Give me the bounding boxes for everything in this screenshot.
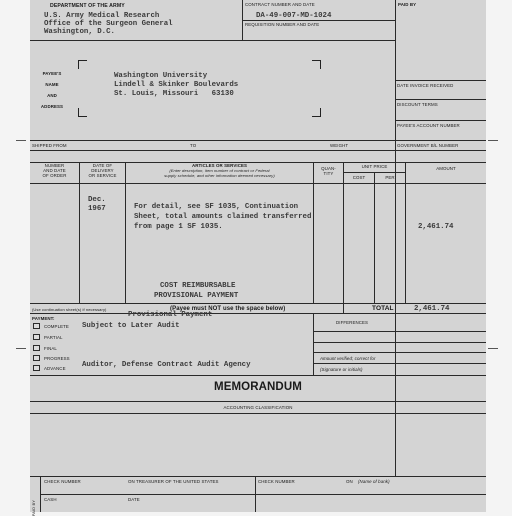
col-delivery — [80, 163, 125, 178]
col-per: PER — [385, 175, 395, 180]
check-number-2-label: CHECK NUMBER — [258, 479, 295, 484]
signature-label: (Signature or initials) — [320, 367, 363, 372]
payee-street: Lindell & Skinker Boulevards — [114, 81, 239, 89]
delivery-month: Dec. — [88, 196, 106, 204]
partial-label: PARTIAL — [44, 335, 63, 340]
col-quantity-2: TITY — [323, 171, 334, 176]
contract-label: CONTRACT NUMBER AND DATE — [245, 2, 315, 7]
department-label: DEPARTMENT OF THE ARMY — [50, 3, 125, 9]
col-articles-title: ARTICLES OR SERVICES — [191, 163, 248, 168]
accounting-classification-label: ACCOUNTING CLASSIFICATION — [223, 405, 293, 410]
col-quantity-1: QUAN- — [321, 166, 336, 171]
col-amount: AMOUNT — [436, 166, 456, 171]
date-label: DATE — [128, 497, 140, 502]
audit-text: Subject to Later Audit — [82, 322, 180, 330]
voucher-form — [30, 0, 486, 516]
progress-label: PROGRESS — [44, 356, 70, 361]
continuation-note: (Use continuation sheet(s) if necessary) — [32, 307, 107, 312]
note-provisional-payment: PROVISIONAL PAYMENT — [154, 292, 239, 300]
shipped-to-label: TO — [190, 143, 197, 148]
line-amount: 2,461.74 — [418, 223, 454, 231]
bracket-top-left — [78, 60, 87, 69]
paid-by-label: PAID BY — [398, 2, 417, 7]
margin-tick — [488, 140, 498, 141]
col-articles-sub-2: supply schedule, and other information deemed necessary) — [164, 173, 275, 178]
payee-label-2: NAME — [45, 82, 59, 87]
delivery-year: 1967 — [88, 205, 106, 213]
payee-label — [32, 68, 72, 112]
differences-label: DIFFERENCES — [336, 320, 369, 325]
description-line-2: Sheet, total amounts claimed transferred — [134, 213, 312, 221]
col-number-3: OF ORDER — [42, 173, 67, 178]
verified-label: Amount verified; correct for — [320, 356, 376, 361]
bracket-bottom-right — [312, 108, 321, 117]
advance-label: ADVANCE — [44, 366, 66, 371]
auditor-text: Auditor, Defense Contract Audit Agency — [82, 361, 251, 369]
bank-name-label: (Name of bank) — [358, 479, 390, 484]
col-number-date — [30, 163, 79, 178]
footer-paid-by-label: PAID BY — [31, 500, 36, 516]
total-amount: 2,461.74 — [414, 305, 450, 313]
provisional-text: Provisional Payment — [128, 311, 213, 319]
advance-checkbox[interactable] — [33, 365, 40, 371]
cash-label: CASH — [44, 497, 57, 502]
partial-checkbox[interactable] — [33, 334, 40, 340]
progress-checkbox[interactable] — [33, 355, 40, 361]
margin-tick — [16, 140, 26, 141]
payee-city: St. Louis, Missouri 63130 — [114, 90, 234, 98]
payee-label-3: AND — [47, 93, 57, 98]
payee-label-4: ADDRESS — [40, 104, 64, 109]
agency-line-2: Office of the Surgeon General — [44, 20, 173, 28]
memorandum-title: MEMORANDUM — [214, 381, 302, 393]
payee-notice: (Payee must NOT use the space below) — [170, 306, 286, 312]
col-delivery-3: OR SERVICE — [88, 173, 117, 178]
col-number-2: AND DATE — [43, 168, 66, 173]
payee-label-1: PAYEE'S — [42, 71, 62, 76]
payment-label: PAYMENT: — [32, 316, 55, 321]
note-cost-reimbursable: COST REIMBURSABLE — [160, 282, 236, 290]
requisition-label: REQUISITION NUMBER AND DATE — [245, 22, 320, 27]
bracket-bottom-left — [78, 108, 87, 117]
col-articles — [126, 163, 313, 178]
check-number-label: CHECK NUMBER — [44, 479, 81, 484]
bl-number-label: GOVERNMENT B/L NUMBER — [397, 143, 459, 148]
on-treasurer-label: ON TREASURER OF THE UNITED STATES — [128, 479, 219, 484]
total-label: TOTAL — [372, 305, 394, 312]
final-checkbox[interactable] — [33, 345, 40, 351]
col-delivery-1: DATE OF — [92, 163, 113, 168]
description-line-1: For detail, see SF 1035, Continuation — [134, 203, 299, 211]
col-quantity — [314, 166, 343, 176]
date-invoice-label: DATE INVOICE RECEIVED — [397, 83, 454, 88]
discount-label: DISCOUNT TERMS — [397, 102, 438, 107]
agency-line-1: U.S. Army Medical Research — [44, 12, 160, 20]
agency-line-3: Washington, D.C. — [44, 28, 115, 36]
account-number-label: PAYEE'S ACCOUNT NUMBER — [397, 123, 460, 128]
payee-name: Washington University — [114, 72, 208, 80]
col-cost: COST — [352, 175, 366, 180]
margin-tick — [488, 348, 498, 349]
contract-number: DA-49-007-MD-1024 — [256, 12, 332, 20]
shipped-from-label: SHIPPED FROM — [32, 143, 67, 148]
margin-tick — [16, 348, 26, 349]
description-line-3: from page 1 SF 1035. — [134, 223, 223, 231]
weight-label: WEIGHT — [330, 143, 349, 148]
col-unit-price: UNIT PRICE — [361, 164, 388, 169]
col-number-1: NUMBER — [44, 163, 65, 168]
col-articles-sub-1: (Enter description, item number of contract or Federal — [169, 168, 270, 173]
col-delivery-2: DELIVERY — [91, 168, 114, 173]
complete-label: COMPLETE — [44, 324, 69, 329]
final-label: FINAL — [44, 346, 57, 351]
complete-checkbox[interactable] — [33, 323, 40, 329]
bracket-top-right — [312, 60, 321, 69]
on-bank-label: ON — [346, 479, 353, 484]
